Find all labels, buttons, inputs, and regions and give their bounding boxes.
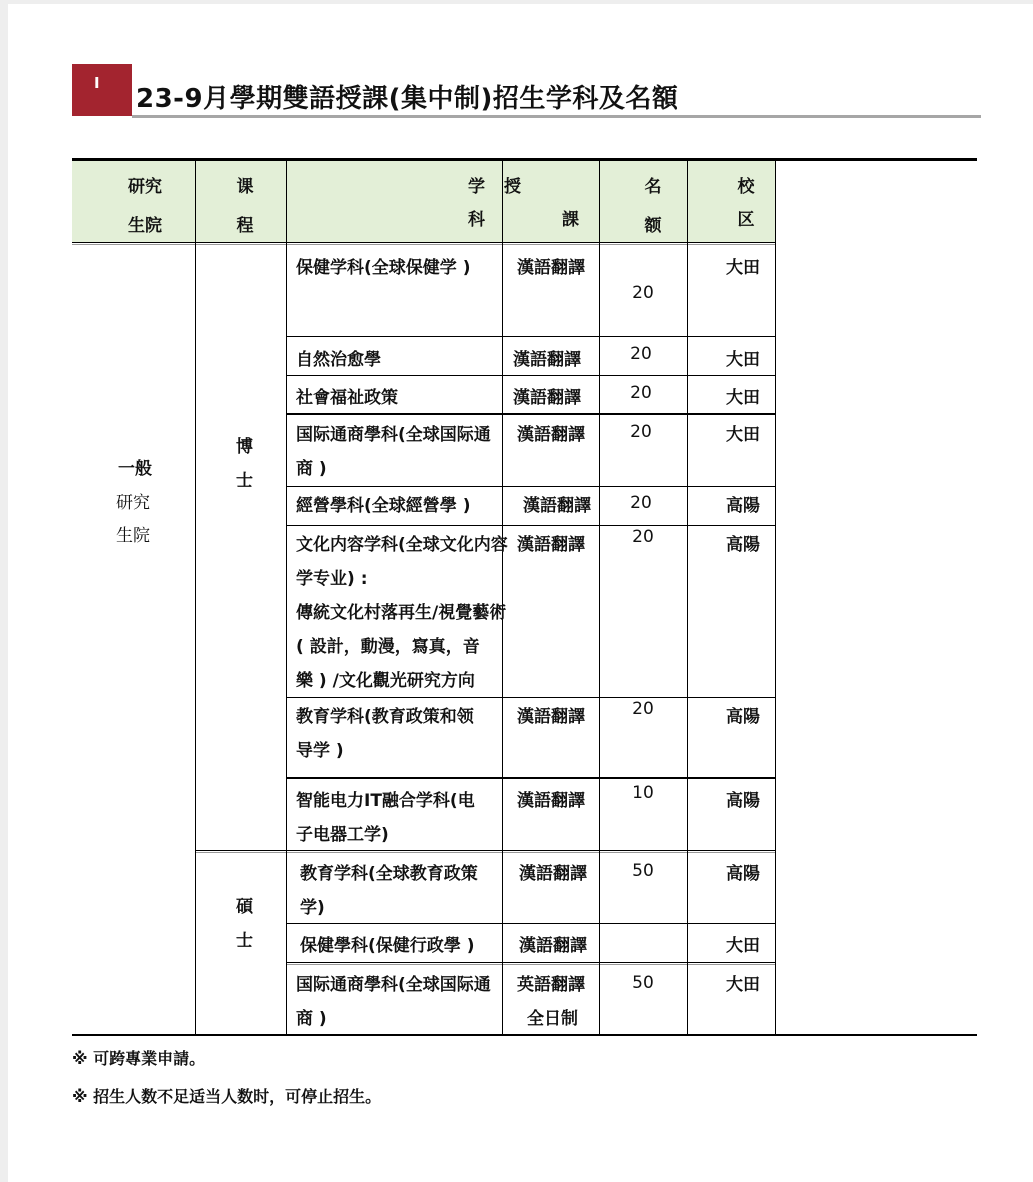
subject-cell: 国际通商學科(全球国际通 <box>296 425 491 445</box>
campus-cell: 高陽 <box>726 535 760 555</box>
quota-cell: 20 <box>630 383 652 403</box>
campus-cell: 大田 <box>726 975 760 995</box>
campus-cell: 高陽 <box>726 707 760 727</box>
campus-cell: 大田 <box>726 388 760 408</box>
col-rule <box>775 161 776 1035</box>
subject-cell: 教育学科(教育政策和领 <box>296 707 474 727</box>
teaching-cell: 漢語翻譯 <box>517 707 585 727</box>
quota-cell: 20 <box>630 422 652 442</box>
header-subject: 学 <box>468 177 485 197</box>
subject-cell: 經營學科(全球經營學 ) <box>296 496 471 516</box>
teaching-cell: 漢語翻譯 <box>513 388 581 408</box>
subject-cell: 国际通商學科(全球国际通 <box>296 975 491 995</box>
teaching-cell: 漢語翻譯 <box>517 791 585 811</box>
institute-label: 一般 <box>118 459 152 479</box>
campus-cell: 高陽 <box>726 864 760 884</box>
col-rule <box>687 161 688 1035</box>
teaching-cell: 漢語翻譯 <box>523 496 591 516</box>
col-rule <box>195 161 196 1035</box>
quota-cell: 20 <box>630 344 652 364</box>
degree-master: 碩 <box>236 897 253 917</box>
header-quota: 名 <box>644 177 662 197</box>
subject-cell: 学专业) : <box>296 569 368 589</box>
row-rule <box>286 336 776 337</box>
subject-cell: 文化内容学科(全球文化内容 <box>296 535 508 555</box>
subject-cell: 自然治愈學 <box>296 350 381 370</box>
subject-cell: 傳統文化村落再生/視覺藝術 <box>296 603 507 623</box>
header-teaching: 課 <box>562 210 579 230</box>
header-course: 课 <box>236 177 254 197</box>
teaching-cell: 漢語翻譯 <box>513 350 581 370</box>
subject-cell: 保健学科(全球保健学 ) <box>296 258 471 278</box>
degree-doctor: 士 <box>236 471 253 491</box>
teaching-cell: 漢語翻譯 <box>519 936 587 956</box>
teaching-cell: 漢語翻譯 <box>519 864 587 884</box>
subject-cell: 商 ) <box>296 459 327 479</box>
row-rule-2 <box>286 964 776 965</box>
quota-cell: 20 <box>630 493 652 513</box>
footnote: ※ 可跨專業申請。 <box>72 1049 206 1068</box>
subject-cell: 导学 ) <box>296 741 344 761</box>
teaching-cell: 漢語翻譯 <box>517 535 585 555</box>
teaching-cell: 漢語翻譯 <box>517 258 585 278</box>
subject-cell: 保健學科(保健行政學 ) <box>300 936 475 956</box>
institute-label: 生院 <box>116 526 150 546</box>
header-bottom-rule-2 <box>72 244 776 245</box>
campus-cell: 高陽 <box>726 791 760 811</box>
header-campus: 校 <box>737 177 755 197</box>
subject-cell: 教育学科(全球教育政策 <box>300 864 478 884</box>
section-title: 23-9月學期雙語授課(集中制)招生学科及名額 <box>136 84 679 114</box>
campus-cell: 大田 <box>726 258 760 278</box>
subject-cell: 智能电力IT融合学科(电 <box>296 791 475 811</box>
footnote: ※ 招生人数不足适当人数时，可停止招生。 <box>72 1087 382 1106</box>
header-institute: 研究 <box>128 177 162 197</box>
quota-cell: 20 <box>632 527 654 547</box>
table-bottom-rule <box>72 1034 977 1036</box>
header-teaching: 授 <box>504 177 521 197</box>
subject-cell: 社會福祉政策 <box>296 388 398 408</box>
row-rule <box>286 486 776 487</box>
header-quota: 额 <box>644 216 662 236</box>
header-subject: 科 <box>468 210 485 230</box>
subject-cell: 商 ) <box>296 1009 327 1029</box>
table-top-rule <box>72 158 977 161</box>
row-rule <box>286 923 776 924</box>
quota-cell: 50 <box>632 861 654 881</box>
header-institute: 生院 <box>128 216 162 236</box>
subject-cell: 子电器工学) <box>296 825 389 845</box>
campus-cell: 大田 <box>726 936 760 956</box>
row-rule <box>286 777 776 779</box>
title-underline <box>132 115 981 118</box>
campus-cell: 大田 <box>726 425 760 445</box>
header-campus: 区 <box>737 210 755 230</box>
subject-cell: 樂 ) /文化觀光研究方向 <box>296 671 475 691</box>
degree-master: 士 <box>236 931 253 951</box>
teaching-cell: 英語翻譯 <box>517 975 585 995</box>
quota-cell: 20 <box>632 699 654 719</box>
subject-cell: ( 設計，動漫，寫真，音 <box>296 637 480 657</box>
campus-cell: 高陽 <box>726 496 760 516</box>
teaching-cell: 全日制 <box>527 1009 578 1029</box>
header-course: 程 <box>236 216 254 236</box>
section-badge-label: I <box>94 74 100 92</box>
row-rule <box>286 525 776 526</box>
campus-cell: 大田 <box>726 350 760 370</box>
section-badge <box>72 64 132 116</box>
teaching-cell: 漢語翻譯 <box>517 425 585 445</box>
subject-cell: 学) <box>300 898 325 918</box>
quota-cell: 50 <box>632 973 654 993</box>
quota-cell: 20 <box>632 283 654 303</box>
row-rule <box>195 850 776 851</box>
row-rule-2 <box>195 852 776 853</box>
quota-cell: 10 <box>632 783 654 803</box>
institute-label: 研究 <box>116 493 150 513</box>
col-rule <box>599 161 600 1035</box>
col-rule <box>286 161 287 1035</box>
degree-doctor: 博 <box>236 437 253 457</box>
